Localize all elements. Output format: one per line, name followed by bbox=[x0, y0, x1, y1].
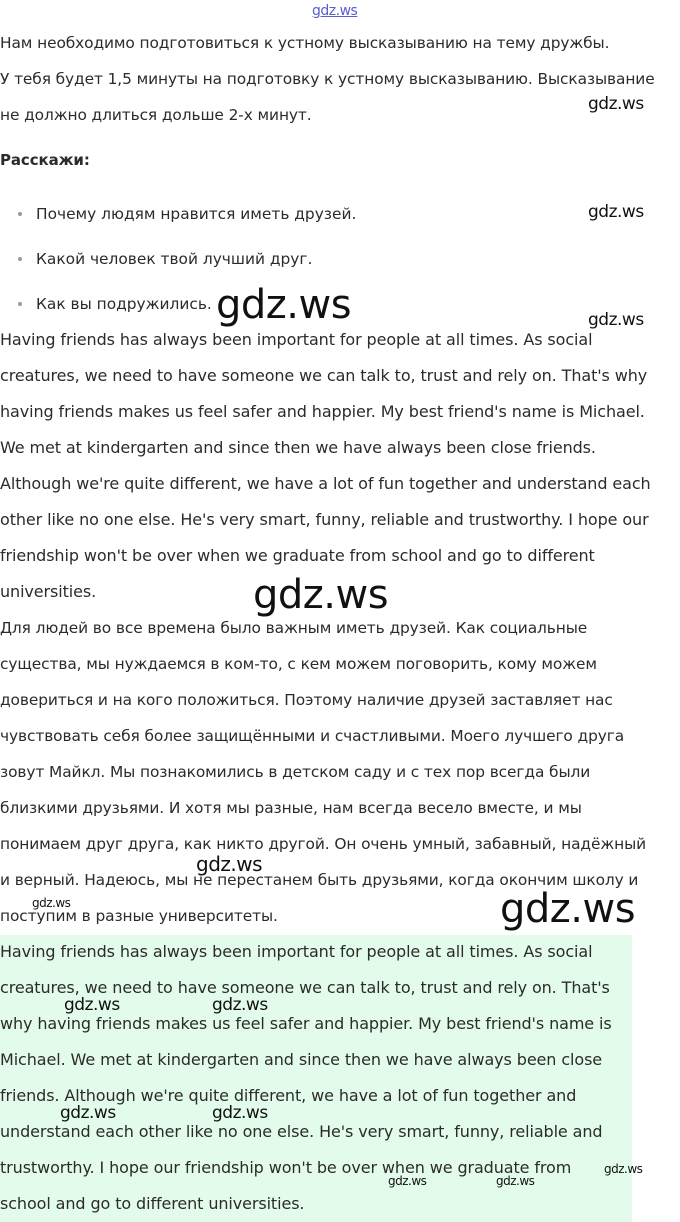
answer-ru-line: зовут Майкл. Мы познакомились в детском саду и с тех пор всегда были bbox=[0, 763, 591, 781]
question-text: Почему людям нравится иметь друзей. bbox=[36, 205, 357, 223]
intro-line-3: не должно длиться дольше 2-х минут. bbox=[0, 106, 312, 124]
watermark: gdz.ws bbox=[588, 94, 644, 114]
highlight-line: friends. Although we're quite different, we have a lot of fun together and bbox=[0, 1086, 577, 1105]
answer-en-line: universities. bbox=[0, 582, 97, 601]
bullet-icon bbox=[18, 257, 22, 261]
watermark: gdz.ws bbox=[64, 995, 120, 1015]
answer-en-line: Although we're quite different, we have a lot of fun together and understand each bbox=[0, 474, 651, 493]
intro-line-2: У тебя будет 1,5 минуты на подготовку к устному высказыванию. Высказывание bbox=[0, 70, 655, 88]
watermark: gdz.ws bbox=[496, 1174, 535, 1188]
watermark: gdz.ws bbox=[196, 852, 263, 876]
question-item bbox=[0, 196, 500, 241]
answer-ru-line: близкими друзьями. И хотя мы разные, нам всегда весело вместе, и мы bbox=[0, 799, 582, 817]
bullet-icon bbox=[18, 212, 22, 216]
answer-ru-line: довериться и на кого положиться. Поэтому наличие друзей заставляет нас bbox=[0, 691, 613, 709]
watermark-link[interactable]: gdz.ws bbox=[312, 3, 358, 19]
answer-en-line: creatures, we need to have someone we can talk to, trust and rely on. That's why bbox=[0, 366, 648, 385]
highlight-line: trustworthy. I hope our friendship won't be over when we graduate from bbox=[0, 1158, 572, 1177]
highlight-line: Michael. We met at kindergarten and since then we have always been close bbox=[0, 1050, 603, 1069]
answer-en-line: We met at kindergarten and since then we have always been close friends. bbox=[0, 438, 596, 457]
bullet-icon bbox=[18, 302, 22, 306]
watermark: gdz.ws bbox=[216, 282, 352, 328]
watermark: gdz.ws bbox=[388, 1174, 427, 1188]
question-text: Как вы подружились. bbox=[36, 295, 212, 313]
watermark: gdz.ws bbox=[60, 1103, 116, 1123]
answer-ru-line: понимаем друг друга, как никто другой. Он очень умный, забавный, надёжный bbox=[0, 835, 647, 853]
watermark: gdz.ws bbox=[32, 896, 71, 910]
tell-label: Расскажи: bbox=[0, 151, 90, 169]
watermark: gdz.ws bbox=[212, 1103, 268, 1123]
watermark: gdz.ws bbox=[588, 310, 644, 330]
answer-en-line: having friends makes us feel safer and happier. My best friend's name is Michael. bbox=[0, 402, 645, 421]
highlight-line: why having friends makes us feel safer and happier. My best friend's name is bbox=[0, 1014, 612, 1033]
highlight-line: school and go to different universities. bbox=[0, 1194, 305, 1213]
answer-en-line: Having friends has always been important for people at all times. As social bbox=[0, 330, 593, 349]
watermark: gdz.ws bbox=[253, 572, 389, 618]
answer-en-line: friendship won't be over when we graduate from school and go to different bbox=[0, 546, 595, 565]
answer-ru-line: и верный. Надеюсь, мы не перестанем быть друзьями, когда окончим школу и bbox=[0, 871, 639, 889]
answer-ru-line: Для людей во все времена было важным иметь друзей. Как социальные bbox=[0, 619, 588, 637]
watermark: gdz.ws bbox=[604, 1162, 643, 1176]
answer-ru-line: чувствовать себя более защищёнными и счастливыми. Моего лучшего друга bbox=[0, 727, 625, 745]
highlight-line: creatures, we need to have someone we can talk to, trust and rely on. That's bbox=[0, 978, 610, 997]
watermark: gdz.ws bbox=[212, 995, 268, 1015]
watermark: gdz.ws bbox=[588, 202, 644, 222]
question-text: Какой человек твой лучший друг. bbox=[36, 250, 313, 268]
intro-line-1: Нам необходимо подготовиться к устному высказыванию на тему дружбы. bbox=[0, 34, 610, 52]
question-item bbox=[0, 241, 500, 286]
answer-ru-line: поступим в разные университеты. bbox=[0, 907, 278, 925]
answer-en-line: other like no one else. He's very smart, funny, reliable and trustworthy. I hope our bbox=[0, 510, 649, 529]
highlight-line: Having friends has always been important for people at all times. As social bbox=[0, 942, 593, 961]
highlight-line: understand each other like no one else. He's very smart, funny, reliable and bbox=[0, 1122, 603, 1141]
watermark: gdz.ws bbox=[500, 886, 636, 932]
answer-ru-line: существа, мы нуждаемся в ком-то, с кем можем поговорить, кому можем bbox=[0, 655, 597, 673]
